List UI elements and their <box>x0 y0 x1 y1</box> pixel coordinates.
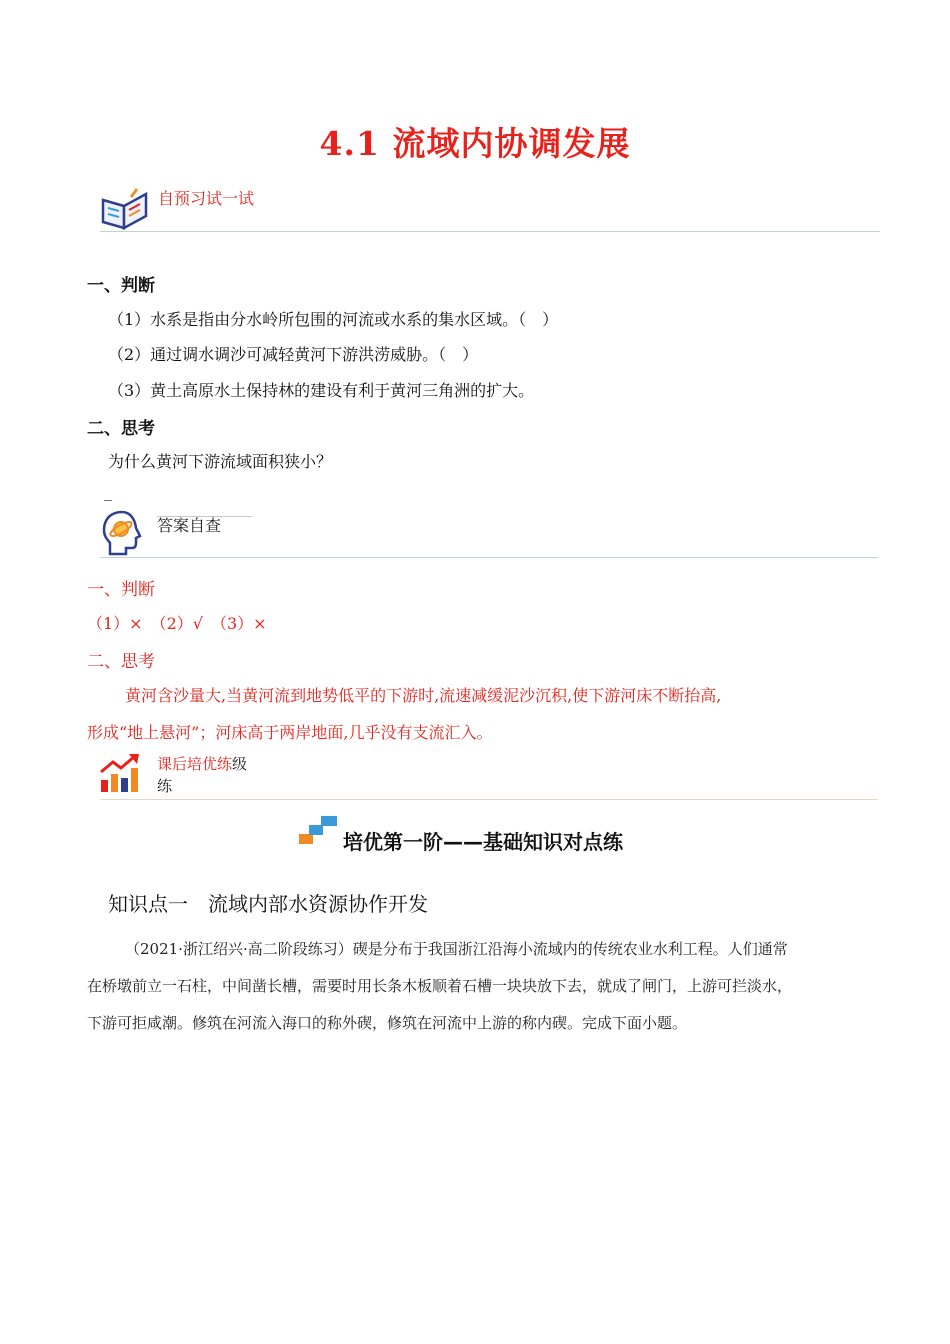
answer-think-line-2: 形成“地上悬河”；河床高于两岸地面,几乎没有支流汇入。 <box>87 723 493 742</box>
stage-one-title: 培优第一阶——基础知识对点练 <box>343 830 623 854</box>
short-divider <box>157 516 252 517</box>
answer-judge-heading: 一、判断 <box>87 580 155 600</box>
divider <box>100 799 878 800</box>
page-title: 4.1 流域内协调发展 <box>319 124 631 163</box>
knowledge-point-title: 知识点一 流域内部水资源协作开发 <box>108 892 428 916</box>
passage-line-3: 下游可拒咸潮。修筑在河流入海口的称外碶，修筑在河流中上游的称内碶。完成下面小题。 <box>87 1014 688 1032</box>
practice-label-line-2: 练 <box>157 778 173 795</box>
judge-item-2: （2）通过调水调沙可减轻黄河下游洪涝威胁。（ ） <box>108 345 479 364</box>
answer-think-line-1: 黄河含沙量大,当黄河流到地势低平的下游时,流速减缓泥沙沉积,使下游河床不断抬高, <box>125 686 722 705</box>
open-book-icon <box>100 186 150 230</box>
practice-section-label <box>157 754 247 798</box>
divider <box>100 231 880 232</box>
growth-chart-icon <box>99 752 143 794</box>
answer-think-heading: 二、思考 <box>87 652 155 672</box>
think-heading: 二、思考 <box>87 419 155 439</box>
answer-judge-line: （1）× （2）√ （3）× <box>87 614 267 633</box>
practice-label-dark: 级 <box>232 756 248 773</box>
judge-item-1: （1）水系是指由分水岭所包围的河流或水系的集水区域。（ ） <box>108 310 559 329</box>
divider <box>100 557 878 558</box>
answer-blank: _ <box>104 482 112 501</box>
judge-item-3: （3）黄土高原水土保持林的建设有利于黄河三角洲的扩大。 <box>108 381 535 400</box>
passage-line-1: （2021·浙江绍兴·高二阶段练习）碶是分布于我国浙江沿海小流域内的传统农业水利工程。人们通常 <box>125 940 788 958</box>
answers-section-label: 答案自查 <box>157 518 222 535</box>
passage-line-2: 在桥墩前立一石柱，中间凿长槽，需要时用长条木板顺着石槽一块块放下去，就成了闸门，上游可拦淡水， <box>87 977 793 995</box>
judge-heading: 一、判断 <box>87 276 155 296</box>
practice-label-red: 课后培优练 <box>157 756 233 773</box>
head-thinking-icon <box>102 510 142 556</box>
preview-section-label: 自预习试一试 <box>158 191 255 208</box>
stairs-icon <box>299 816 339 846</box>
think-question: 为什么黄河下游流域面积狭小？ <box>108 452 333 471</box>
